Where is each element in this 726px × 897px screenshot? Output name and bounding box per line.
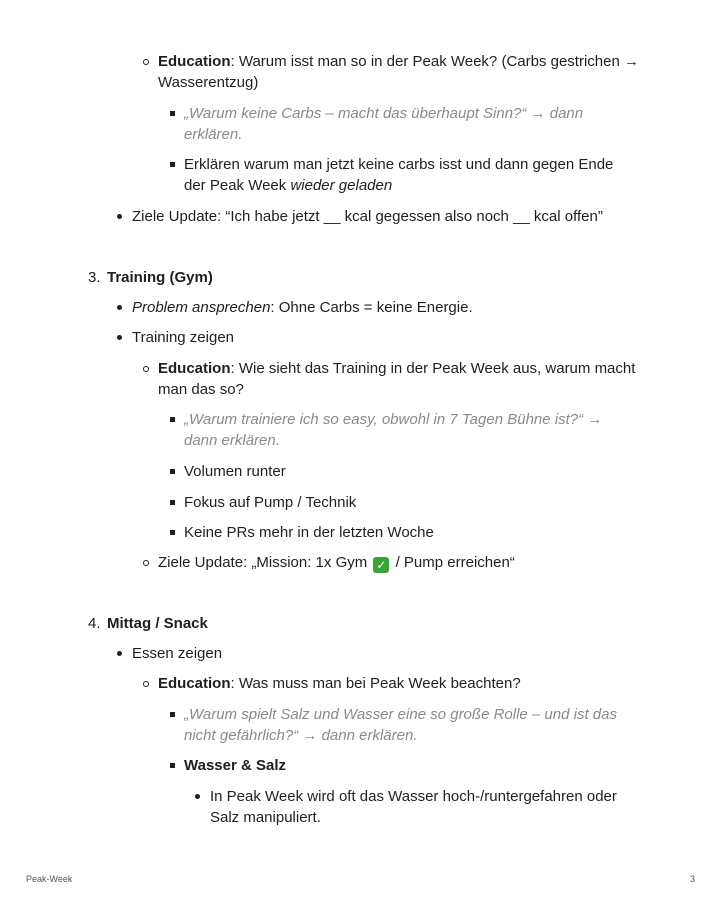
food-show: Essen zeigen: [132, 645, 223, 662]
check-mark-icon: ✓: [373, 557, 389, 573]
question-quote-cont: erklären.: [184, 126, 243, 143]
section-number: 3.: [88, 269, 101, 286]
list-item-focus: Fokus auf Pump / Technik: [184, 494, 357, 511]
square-bullet: [170, 763, 175, 768]
question-quote-cont: nicht gefährlich?“ → dann erklären.: [184, 727, 418, 744]
explanation-text: Erklären warum man jetzt keine carbs isst und dann gegen Ende: [184, 156, 614, 173]
dot-bullet: [117, 305, 122, 310]
dot-bullet: [195, 794, 200, 799]
education-line-cont: man das so?: [158, 381, 244, 398]
circle-bullet: [143, 366, 149, 372]
question-quote: „Warum trainiere ich so easy, obwohl in 7 Tagen Bühne ist?“ →: [184, 411, 603, 428]
question-quote: „Warum keine Carbs – macht das überhaupt Sinn?“ → dann: [184, 105, 584, 122]
square-bullet: [170, 469, 175, 474]
explanation-plain: der Peak Week: [184, 177, 291, 194]
section-title: Mittag / Snack: [107, 615, 208, 632]
subheading-water-salt: Wasser & Salz: [184, 757, 286, 774]
dot-bullet: [117, 214, 122, 219]
square-bullet: [170, 111, 175, 116]
problem-text: : Ohne Carbs = keine Energie.: [270, 299, 473, 316]
section-title: Training (Gym): [107, 269, 213, 286]
circle-bullet: [143, 681, 149, 687]
education-line: [158, 673, 521, 694]
education-text: : Wie sieht das Training in der Peak Week aus, warum macht: [230, 360, 636, 377]
footer-title: Peak-Week: [26, 874, 73, 884]
education-text: : Was muss man bei Peak Week beachten?: [230, 675, 521, 692]
education-label: Education: [158, 53, 231, 70]
goals-text-end: / Pump erreichen“: [395, 554, 515, 571]
education-line-cont: Wasserentzug): [158, 74, 259, 91]
peak-week-text-cont: Salz manipuliert.: [210, 809, 321, 826]
circle-bullet: [143, 560, 149, 566]
circle-bullet: [143, 59, 149, 65]
goals-update: [158, 552, 515, 573]
explanation-text-cont: [184, 175, 392, 196]
training-show: Training zeigen: [132, 329, 235, 346]
problem-label: Problem ansprechen: [132, 299, 271, 316]
goals-text: Ziele Update: „Mission: 1x Gym: [158, 554, 368, 571]
education-line: [158, 51, 639, 72]
peak-week-text: In Peak Week wird oft das Wasser hoch-/runtergefahren oder: [210, 788, 617, 805]
dot-bullet: [117, 335, 122, 340]
square-bullet: [170, 162, 175, 167]
question-quote: „Warum spielt Salz und Wasser eine so große Rolle – und ist das: [184, 706, 617, 723]
page-number: 3: [690, 874, 696, 884]
question-quote-cont: dann erklären.: [184, 432, 280, 449]
education-text: : Warum isst man so in der Peak Week? (Carbs gestrichen →: [230, 53, 639, 70]
dot-bullet: [117, 651, 122, 656]
section-number: 4.: [88, 615, 101, 632]
list-item-no-prs: Keine PRs mehr in der letzten Woche: [184, 524, 434, 541]
goals-update: Ziele Update: “Ich habe jetzt __ kcal gegessen also noch __ kcal offen”: [132, 208, 603, 225]
explanation-italic: wieder geladen: [290, 177, 393, 194]
square-bullet: [170, 530, 175, 535]
square-bullet: [170, 417, 175, 422]
education-line: [158, 358, 635, 379]
education-label: Education: [158, 675, 231, 692]
square-bullet: [170, 500, 175, 505]
square-bullet: [170, 712, 175, 717]
problem-line: [132, 297, 473, 318]
education-label: Education: [158, 360, 231, 377]
list-item-volume: Volumen runter: [184, 463, 286, 480]
